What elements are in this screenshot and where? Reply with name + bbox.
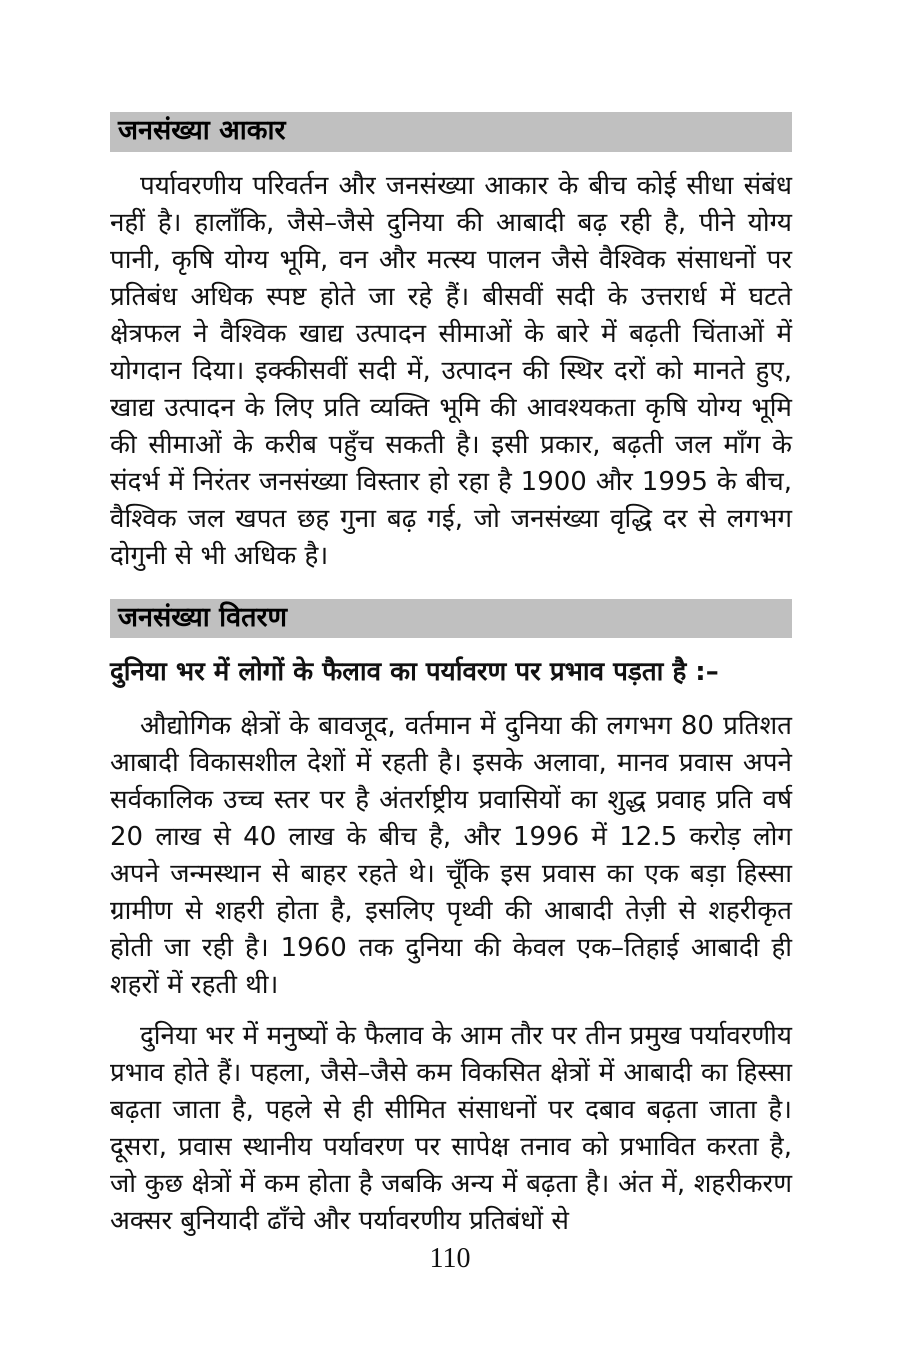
section-population-distribution (110, 599, 792, 1241)
subheading-distribution-impact: दुनिया भर में लोगों के फैलाव का पर्यावरण पर प्रभाव पड़ता है :– (110, 657, 719, 688)
page-number: 110 (429, 1243, 471, 1274)
paragraph-population-size: पर्यावरणीय परिवर्तन और जनसंख्या आकार के बीच कोई सीधा संबंध नहीं है। हालाँकि, जैसे–जैसे दुनिया की आबादी बढ़ रही है, पीने योग्य पानी, कृषि योग्य भूमि, वन और मत्स्य पालन जैसे वैश्विक संसाधनों पर प्रतिबंध अधिक स्पष्ट होते जा रहे हैं। बीसवीं सदी के उत्तरार्ध में घटते क्षेत्रफल ने वैश्विक खाद्य उत्पादन सीमाओं के बारे में बढ़ती चिंताओं में योगदान दिया। इक्कीसवीं सदी में, उत्पादन की स्थिर दरों को मानते हुए, खाद्य उत्पादन के लिए प्रति व्यक्ति भूमि की आवश्यकता कृषि योग्य भूमि की सीमाओं के करीब पहुँच सकती है। इसी प्रकार, बढ़ती जल माँग के संदर्भ में निरंतर जनसंख्या विस्तार हो रहा है 1900 और 1995 के बीच, वैश्विक जल खपत छह गुना बढ़ गई, जो जनसंख्या वृद्धि दर से लगभग दोगुनी से भी अधिक है। (110, 170, 792, 571)
paragraph-distribution-2: दुनिया भर में मनुष्यों के फैलाव के आम तौर पर तीन प्रमुख पर्यावरणीय प्रभाव होते हैं। पहला, जैसे–जैसे कम विकसित क्षेत्रों में आबादी का हिस्सा बढ़ता जाता है, पहले से ही सीमित संसाधनों पर दबाव बढ़ता जाता है। दूसरा, प्रवास स्थानीय पर्यावरण पर सापेक्ष तनाव को प्रभावित करता है, जो कुछ क्षेत्रों में कम होता है जबकि अन्य में बढ़ता है। अंत में, शहरीकरण अक्सर बुनियादी ढाँचे और पर्यावरणीय प्रतिबंधों से (110, 1021, 792, 1237)
section-population-size (110, 112, 792, 575)
section-heading-population-size: जनसंख्या आकार (110, 112, 792, 152)
paragraph-distribution-1: औद्योगिक क्षेत्रों के बावजूद, वर्तमान में दुनिया की लगभग 80 प्रतिशत आबादी विकासशील देशों में रहती है। इसके अलावा, मानव प्रवास अपने सर्वकालिक उच्च स्तर पर है अंतर्राष्ट्रीय प्रवासियों का शुद्ध प्रवाह प्रति वर्ष 20 लाख से 40 लाख के बीच है, और 1996 में 12.5 करोड़ लोग अपने जन्मस्थान से बाहर रहते थे। चूँकि इस प्रवास का एक बड़ा हिस्सा ग्रामीण से शहरी होता है, इसलिए पृथ्वी की आबादी तेज़ी से शहरीकृत होती जा रही है। 1960 तक दुनिया की केवल एक–तिहाई आबादी ही शहरों में रहती थी। (110, 711, 792, 1001)
section-heading-population-distribution: जनसंख्या वितरण (110, 599, 792, 639)
